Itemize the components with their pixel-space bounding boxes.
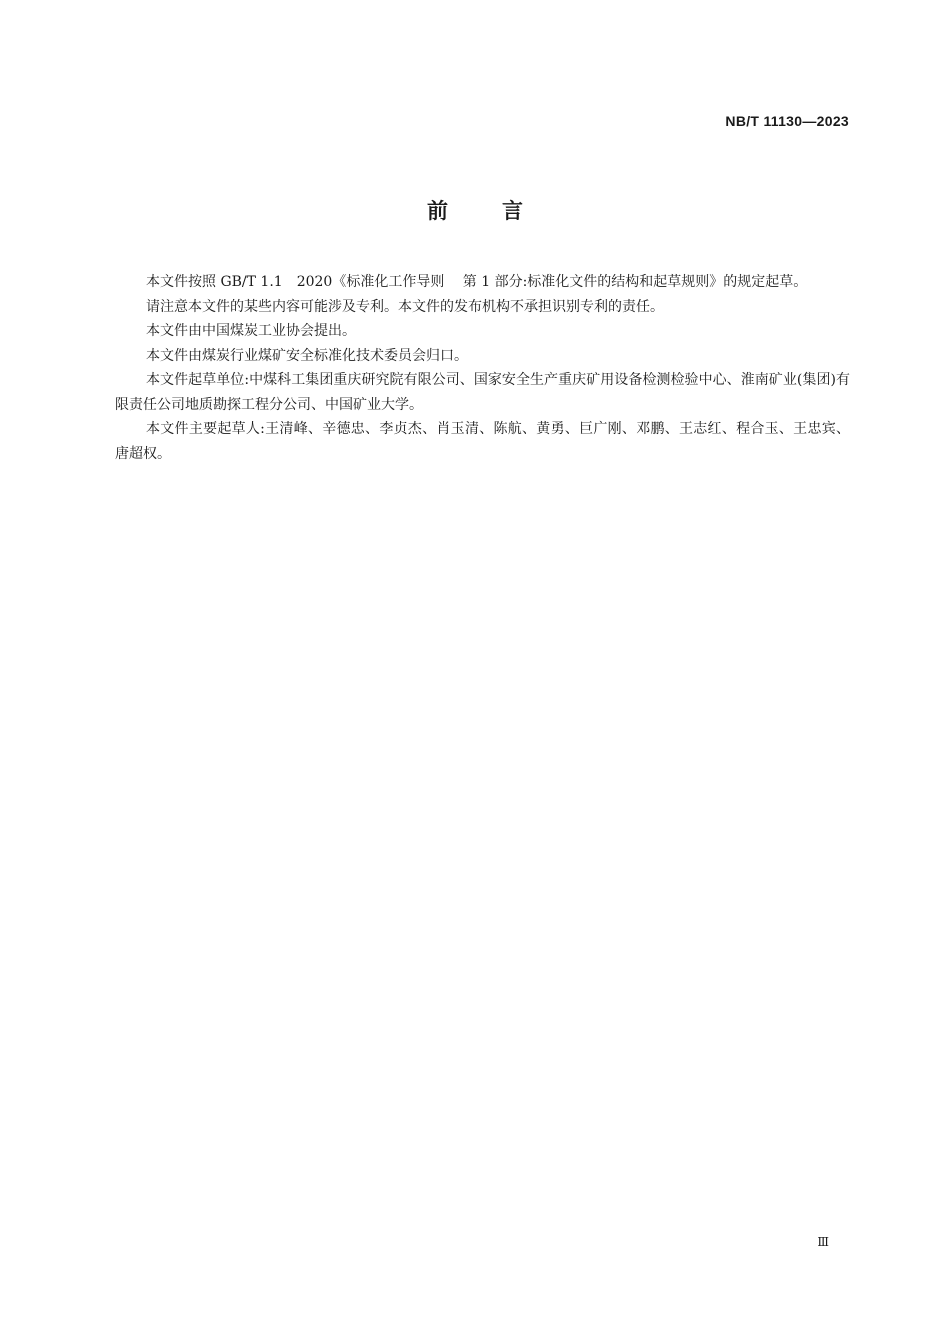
page-number: Ⅲ (817, 1235, 829, 1249)
paragraph-drafters: 本文件主要起草人:王清峰、辛德忠、李贞杰、肖玉清、陈航、黄勇、巨广刚、邓鹏、王志红、程合玉、王忠宾、唐超权。 (115, 421, 850, 462)
paragraph-committee: 本文件由煤炭行业煤矿安全标准化技术委员会归口。 (146, 347, 468, 364)
paragraph-patent-notice: 请注意本文件的某些内容可能涉及专利。本文件的发布机构不承担识别专利的责任。 (146, 298, 664, 315)
paragraph-drafting-units: 本文件起草单位:中煤科工集团重庆研究院有限公司、国家安全生产重庆矿用设备检测检验中心、淮南矿业(集团)有限责任公司地质勘探工程分公司、中国矿业大学。 (115, 372, 850, 413)
foreword-body (115, 270, 850, 466)
page-title: 前言 (427, 199, 577, 223)
standard-code: NB/T 11130—2023 (725, 113, 849, 129)
paragraph-drafting-rules: 本文件按照 GB/T 1.1 2020《标准化工作导则 第 1 部分:标准化文件的结构和起草规则》的规定起草。 (146, 274, 808, 290)
paragraph-proposer: 本文件由中国煤炭工业协会提出。 (146, 323, 356, 339)
